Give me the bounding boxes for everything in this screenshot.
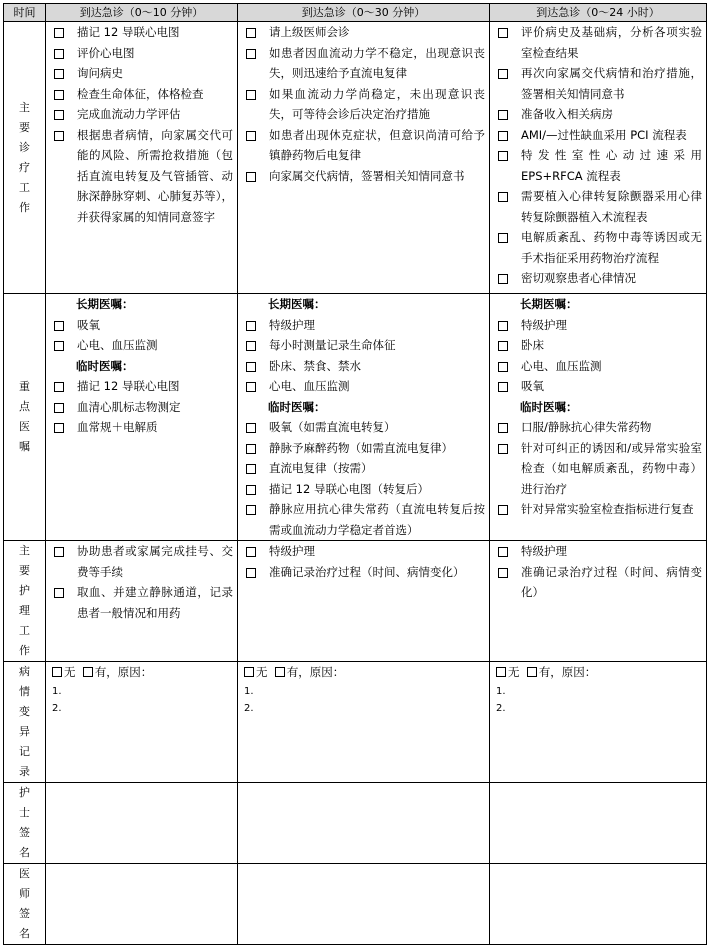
nurse-sign-col3[interactable]: [490, 783, 707, 864]
checklist: [46, 541, 237, 623]
has-checkbox[interactable]: [275, 667, 285, 677]
checklist-item: [238, 417, 489, 438]
checklist-item-label: 如患者因血流动力学不稳定，出现意识丧失，则迅速给予直流电复律: [269, 45, 485, 80]
checklist: [46, 376, 237, 438]
has-checkbox[interactable]: [527, 667, 537, 677]
rowhead-main-work: 主要诊疗工作: [19, 100, 30, 214]
checklist-item-label: 协助患者或家属完成挂号、交费等手续: [77, 544, 233, 579]
checkbox[interactable]: [246, 321, 256, 331]
doctor-sign-col2[interactable]: [238, 864, 490, 945]
header-col2: 到达急诊（0～30 分钟）: [238, 4, 490, 22]
checklist-item: [46, 22, 237, 43]
checklist-item-label: 取血、并建立静脉通道，记录患者一般情况和用药: [77, 585, 233, 620]
nursing-col2: [238, 541, 490, 662]
checkbox[interactable]: [246, 444, 256, 454]
checklist-item-label: 准备收入相关病房: [521, 107, 613, 121]
checkbox[interactable]: [54, 423, 64, 433]
checklist-item: [238, 458, 489, 479]
checklist: [46, 315, 237, 356]
checklist-item: [238, 335, 489, 356]
checklist-item: [238, 84, 489, 125]
checkbox[interactable]: [498, 505, 508, 515]
checklist-item: [490, 438, 706, 500]
checkbox[interactable]: [54, 131, 64, 141]
checklist-item-label: 需要植入心律转复除颤器采用心律转复除颤器植入术流程表: [521, 189, 702, 224]
checkbox[interactable]: [498, 110, 508, 120]
checkbox[interactable]: [246, 464, 256, 474]
checkbox[interactable]: [498, 131, 508, 141]
checklist-item: [46, 582, 237, 623]
rowhead-orders: 重点医嘱: [19, 380, 30, 453]
checklist-item-label: 吸氧（如需直流电转复）: [269, 420, 396, 434]
checklist-item: [490, 417, 706, 438]
checklist-item-label: 血常规＋电解质: [77, 420, 158, 434]
header-col1: 到达急诊（0～10 分钟）: [46, 4, 238, 22]
checkbox[interactable]: [498, 362, 508, 372]
none-checkbox[interactable]: [244, 667, 254, 677]
main-work-col1: [46, 22, 238, 294]
checklist-item-label: AMI/—过性缺血采用 PCI 流程表: [521, 127, 687, 142]
checklist-item: [238, 166, 489, 187]
checkbox[interactable]: [54, 547, 64, 557]
checklist-item-label: 吸氧: [521, 379, 544, 393]
checklist-item-label: 检查生命体征，体格检查: [77, 86, 204, 101]
checklist-item-label: 特级护理: [269, 317, 315, 332]
checklist-item-label: 再次向家属交代病情和治疗措施，签署相关知情同意书: [521, 66, 702, 101]
none-checkbox[interactable]: [496, 667, 506, 677]
checklist-item: [490, 335, 706, 356]
checkbox[interactable]: [54, 341, 64, 351]
checklist-item-label: 描记 12 导联心电图: [77, 379, 180, 393]
checklist-item-label: 如果血流动力学尚稳定，未出现意识丧失，可等待会诊后决定治疗措施: [269, 86, 485, 121]
checklist-item-label: 心电、血压监测: [521, 358, 602, 373]
variation-col2: 无 有，原因： 1. 2.: [238, 662, 490, 783]
checklist-item-label: 血清心肌标志物测定: [77, 399, 181, 414]
checklist-item-label: 每小时测量记录生命体征: [269, 338, 396, 352]
checklist-item: [490, 562, 706, 603]
checklist-item-label: 描记 12 导联心电图: [77, 25, 180, 39]
checkbox[interactable]: [54, 110, 64, 120]
checkbox[interactable]: [246, 341, 256, 351]
has-checkbox[interactable]: [83, 667, 93, 677]
checklist-item-label: 评价心电图: [77, 45, 135, 60]
checkbox[interactable]: [54, 28, 64, 38]
checklist-item-label: 密切观察患者心律情况: [521, 271, 636, 285]
doctor-sign-col3[interactable]: [490, 864, 707, 945]
checklist-item: [46, 397, 237, 418]
checklist-item: [238, 22, 489, 43]
checklist: [490, 417, 706, 520]
checklist-item: [46, 125, 237, 228]
rowhead-variation: 病情变异记录: [19, 665, 30, 778]
doctor-sign-col1[interactable]: [46, 864, 238, 945]
header-col3: 到达急诊（0～24 小时）: [490, 4, 707, 22]
checkbox[interactable]: [498, 568, 508, 578]
orders-col3: [490, 294, 707, 541]
checkbox[interactable]: [54, 90, 64, 100]
row-nurse-sign: [4, 783, 707, 864]
checkbox[interactable]: [246, 131, 256, 141]
checklist-item-label: 针对可纠正的诱因和/或异常实验室检查（如电解质紊乱，药物中毒）进行治疗: [521, 440, 702, 496]
checklist-item: [490, 268, 706, 289]
checklist-item: [490, 499, 706, 520]
checkbox[interactable]: [498, 444, 508, 454]
checklist-item: [46, 43, 237, 64]
variation-col1: 无 有，原因： 1. 2.: [46, 662, 238, 783]
header-row: [4, 4, 707, 22]
main-work-col2: [238, 22, 490, 294]
checklist-item-label: 电解质紊乱、药物中毒等诱因或无手术指征采用药物治疗流程: [521, 230, 702, 265]
checklist: [490, 541, 706, 603]
checklist-item-label: 评价病史及基础病，分析各项实验室检查结果: [521, 25, 702, 60]
checklist-item: [490, 22, 706, 63]
checklist-item-label: 请上级医师会诊: [269, 25, 350, 39]
checklist-item-label: 口服/静脉抗心律失常药物: [521, 420, 652, 434]
checklist: [238, 22, 489, 186]
checkbox[interactable]: [246, 382, 256, 392]
checklist-item-label: 准确记录治疗过程（时间、病情变化）: [521, 564, 702, 599]
checkbox[interactable]: [498, 192, 508, 202]
checklist-item-label: 特级护理: [521, 544, 567, 558]
checklist-item-label: 特发性室性心动过速采用 EPS+RFCA 流程表: [521, 148, 702, 183]
checklist-item: [238, 125, 489, 166]
temporary-orders-label: 临时医嘱：: [520, 399, 578, 414]
checklist-item-label: 静脉予麻醉药物（如需直流电复律）: [269, 440, 453, 455]
checkbox[interactable]: [498, 341, 508, 351]
checklist-item-label: 根据患者病情，向家属交代可能的风险、所需抢救措施（包括直流电转复及气管插管、动脉深静脉穿刺、心肺复苏等），并获得家属的知情同意签字: [77, 127, 233, 224]
checkbox[interactable]: [246, 172, 256, 182]
checklist-item: [490, 376, 706, 397]
checklist: [46, 22, 237, 227]
checkbox[interactable]: [498, 69, 508, 79]
row-nursing: [4, 541, 707, 662]
checklist-item-label: 完成血流动力学评估: [77, 107, 181, 121]
checkbox[interactable]: [498, 233, 508, 243]
long-term-orders-label: 长期医嘱：: [76, 297, 134, 311]
checklist-item-label: 吸氧: [77, 317, 100, 332]
checklist-item-label: 心电、血压监测: [77, 338, 158, 352]
rowhead-nursing: 主要护理工作: [19, 544, 30, 657]
main-work-col3: [490, 22, 707, 294]
row-orders: [4, 294, 707, 541]
checklist-item: [238, 562, 489, 583]
checkbox[interactable]: [54, 321, 64, 331]
nurse-sign-col1[interactable]: [46, 783, 238, 864]
checklist-item: [490, 145, 706, 186]
checkbox[interactable]: [54, 69, 64, 79]
row-variation: [4, 662, 707, 783]
checklist-item: [490, 356, 706, 377]
pathway-table: [3, 3, 707, 945]
checkbox[interactable]: [498, 151, 508, 161]
rowhead-nurse-sign: 护士签名: [19, 786, 30, 859]
checklist-item: [46, 541, 237, 582]
orders-col1: [46, 294, 238, 541]
checklist-item-label: 特级护理: [521, 317, 567, 332]
checklist-item-label: 如患者出现休克症状，但意识尚清可给予镇静药物后电复律: [269, 127, 485, 162]
checklist-item-label: 准确记录治疗过程（时间、病情变化）: [269, 564, 465, 579]
checkbox[interactable]: [54, 49, 64, 59]
nurse-sign-col2[interactable]: [238, 783, 490, 864]
checklist-item: [46, 417, 237, 438]
checkbox[interactable]: [498, 382, 508, 392]
checklist-item: [490, 227, 706, 268]
long-term-orders-label: 长期医嘱：: [268, 297, 326, 311]
checkbox[interactable]: [246, 423, 256, 433]
row-doctor-sign: [4, 864, 707, 945]
checklist-item: [490, 125, 706, 146]
checklist-item-label: 向家属交代病情，签署相关知情同意书: [269, 168, 465, 183]
checklist-item: [238, 356, 489, 377]
long-term-orders-label: 长期医嘱：: [520, 297, 578, 311]
checkbox[interactable]: [498, 28, 508, 38]
checklist-item: [490, 315, 706, 336]
checkbox[interactable]: [498, 423, 508, 433]
checklist-item-label: 询问病史: [77, 66, 123, 80]
checklist: [238, 417, 489, 540]
header-time: 时间: [4, 4, 46, 22]
checkbox[interactable]: [54, 588, 64, 598]
checklist-item: [490, 541, 706, 562]
checklist-item: [490, 104, 706, 125]
checklist-item: [46, 63, 237, 84]
checklist-item-label: 卧床、禁食、禁水: [269, 358, 361, 373]
checklist: [490, 315, 706, 397]
checklist-item: [238, 499, 489, 540]
checklist-item-label: 静脉应用抗心律失常药（直流电转复后按需或血流动力学稳定者首选）: [269, 502, 485, 537]
checklist: [238, 315, 489, 397]
checklist-item-label: 卧床: [521, 338, 544, 352]
checkbox[interactable]: [246, 90, 256, 100]
checklist-item: [46, 315, 237, 336]
checklist-item-label: 针对异常实验室检查指标进行复查: [521, 502, 694, 516]
nursing-col3: [490, 541, 707, 662]
checklist-item: [46, 104, 237, 125]
checklist-item: [46, 335, 237, 356]
checklist-item: [46, 84, 237, 105]
checkbox[interactable]: [246, 568, 256, 578]
temporary-orders-label: 临时医嘱：: [76, 358, 134, 373]
checkbox[interactable]: [246, 485, 256, 495]
checklist-item: [490, 186, 706, 227]
checklist-item: [490, 63, 706, 104]
checkbox[interactable]: [54, 403, 64, 413]
checklist: [238, 541, 489, 582]
checkbox[interactable]: [246, 49, 256, 59]
checklist-item-label: 直流电复律（按需）: [269, 461, 373, 475]
orders-col2: [238, 294, 490, 541]
checklist-item: [238, 376, 489, 397]
checklist: [490, 22, 706, 289]
checklist-item-label: 描记 12 导联心电图（转复后）: [269, 481, 429, 496]
checkbox[interactable]: [498, 274, 508, 284]
checklist-item-label: 心电、血压监测: [269, 379, 350, 393]
checklist-item: [46, 376, 237, 397]
checklist-item: [238, 43, 489, 84]
checkbox[interactable]: [54, 382, 64, 392]
rowhead-doctor-sign: 医师签名: [19, 867, 30, 940]
checkbox[interactable]: [246, 362, 256, 372]
checkbox[interactable]: [246, 28, 256, 38]
row-main-work: [4, 22, 707, 294]
checklist-item: [238, 479, 489, 500]
checklist-item: [238, 438, 489, 459]
temporary-orders-label: 临时医嘱：: [268, 399, 326, 414]
checklist-item-label: 特级护理: [269, 544, 315, 558]
checkbox[interactable]: [246, 505, 256, 515]
nursing-col1: [46, 541, 238, 662]
checkbox[interactable]: [246, 547, 256, 557]
variation-col3: 无 有，原因： 1. 2.: [490, 662, 707, 783]
checklist-item: [238, 315, 489, 336]
checkbox[interactable]: [498, 547, 508, 557]
none-checkbox[interactable]: [52, 667, 62, 677]
checkbox[interactable]: [498, 321, 508, 331]
checklist-item: [238, 541, 489, 562]
